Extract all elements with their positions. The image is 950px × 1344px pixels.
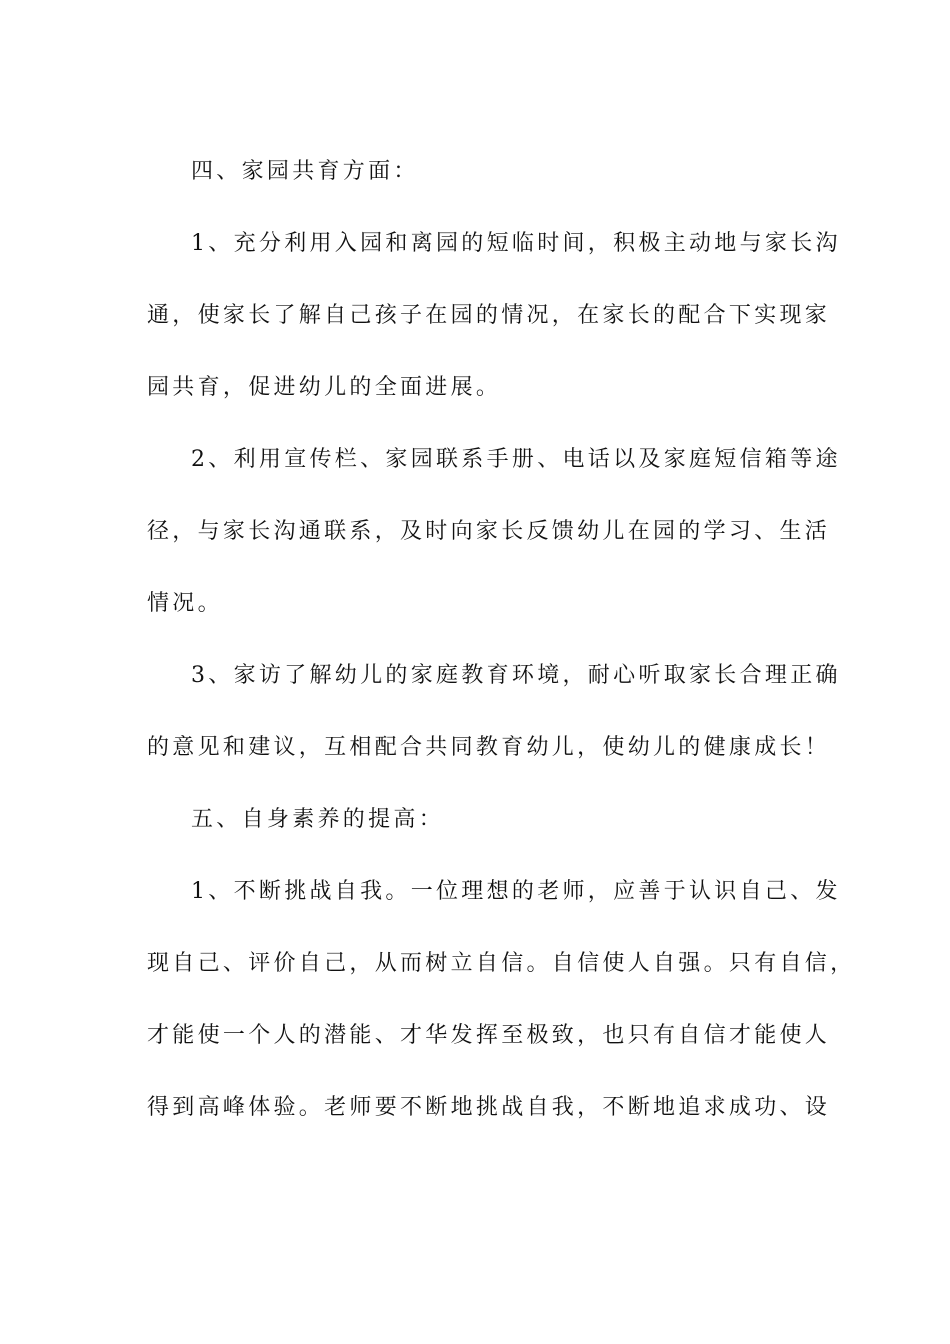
paragraph-line: 现自己、评价自己，从而树立自信。自信使人自强。只有自信，	[147, 951, 856, 976]
paragraph-line: 2、利用宣传栏、家园联系手册、电话以及家庭短信箱等途	[191, 447, 841, 472]
section-heading-home-school: 四、家园共育方面：	[191, 159, 419, 184]
section-heading-self-improvement: 五、自身素养的提高：	[191, 807, 445, 832]
paragraph-line: 园共育，促进幼儿的全面进展。	[147, 375, 502, 400]
paragraph-line: 的意见和建议，互相配合共同教育幼儿，使幼儿的健康成长！	[147, 735, 831, 760]
paragraph-line: 1、不断挑战自我。一位理想的老师，应善于认识自己、发	[191, 879, 841, 904]
paragraph-line: 才能使一个人的潜能、才华发挥至极致，也只有自信才能使人	[147, 1023, 831, 1048]
paragraph-line: 得到高峰体验。老师要不断地挑战自我，不断地追求成功、设	[147, 1095, 831, 1120]
paragraph-line: 径，与家长沟通联系，及时向家长反馈幼儿在园的学习、生活	[147, 519, 831, 544]
paragraph-line: 通，使家长了解自己孩子在园的情况，在家长的配合下实现家	[147, 303, 831, 328]
paragraph-line: 1、充分利用入园和离园的短临时间，积极主动地与家长沟	[191, 231, 841, 256]
paragraph-line: 情况。	[147, 591, 223, 616]
paragraph-line: 3、家访了解幼儿的家庭教育环境，耐心听取家长合理正确	[191, 663, 841, 688]
